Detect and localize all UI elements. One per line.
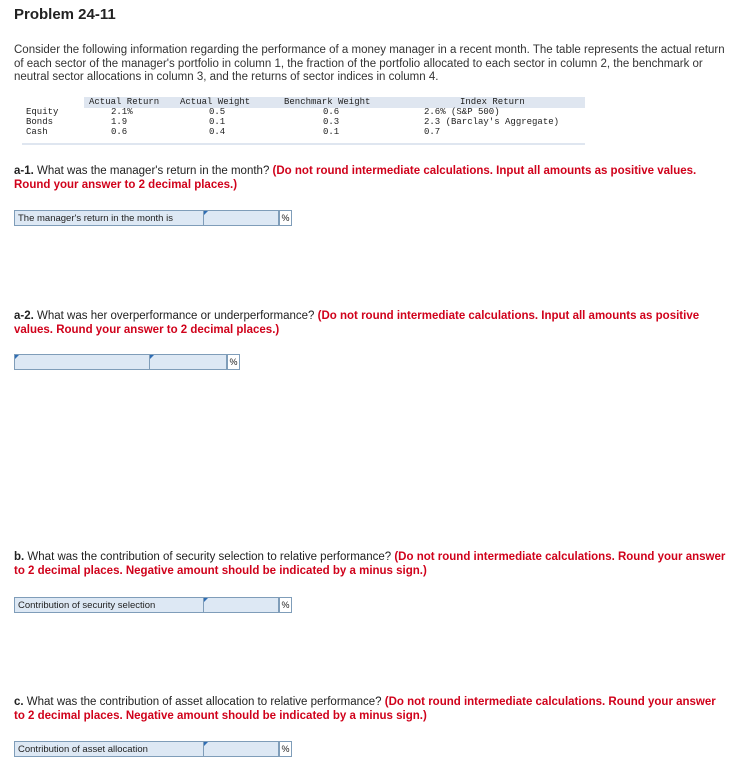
table-bottom-rule [22, 143, 585, 145]
problem-title: Problem 24-11 [14, 6, 116, 23]
header-actual-weight: Actual Weight [180, 97, 251, 107]
question-a1-label: a-1. [14, 165, 34, 177]
question-c-label: c. [14, 696, 24, 708]
question-c-instruction: (Do not round intermediate calculations. Round your answer to 2 decimal places. Negative amount should be indicated by a minus sign.) [14, 696, 716, 722]
cash-actual-return: 0.6 [111, 127, 128, 137]
row-name-equity: Equity [26, 107, 59, 117]
answer-b-unit: % [279, 597, 292, 613]
question-b-label: b. [14, 551, 25, 563]
question-a2-label: a-2. [14, 310, 34, 322]
question-b-text: What was the contribution of security selection to relative performance? [24, 551, 395, 563]
equity-actual-return: 2.1% [111, 107, 133, 117]
answer-a1-unit: % [279, 210, 292, 226]
answer-a2-dropdown[interactable] [14, 354, 150, 370]
header-benchmark-weight: Benchmark Weight [284, 97, 371, 107]
answer-a2-input[interactable] [149, 354, 227, 370]
answer-c-input[interactable] [203, 741, 279, 757]
row-name-bonds: Bonds [26, 117, 54, 127]
cash-index-return: 0.7 [424, 127, 441, 137]
question-c [14, 695, 729, 723]
question-b-instruction: (Do not round intermediate calculations. Round your answer to 2 decimal places. Negative amount should be indicated by a minus sign.) [14, 551, 726, 577]
cash-benchmark-weight: 0.1 [323, 127, 340, 137]
answer-a2-unit: % [227, 354, 240, 370]
bonds-index-return: 2.3 (Barclay's Aggregate) [424, 117, 560, 127]
question-a2 [14, 309, 729, 337]
bonds-benchmark-weight: 0.3 [323, 117, 340, 127]
question-a1-instruction: (Do not round intermediate calculations. Input all amounts as positive values. Round your answer to 2 decimal places.) [14, 165, 697, 191]
bonds-actual-weight: 0.1 [209, 117, 226, 127]
row-name-cash: Cash [26, 127, 48, 137]
data-table [22, 97, 585, 139]
equity-actual-weight: 0.5 [209, 107, 226, 117]
question-c-text: What was the contribution of asset allocation to relative performance? [23, 696, 385, 708]
question-a1 [14, 164, 729, 192]
answer-b-label: Contribution of security selection [14, 597, 204, 613]
equity-benchmark-weight: 0.6 [323, 107, 340, 117]
question-a2-text: What was her overperformance or underperformance? [33, 310, 318, 322]
question-b [14, 550, 729, 578]
problem-intro: Consider the following information regarding the performance of a money manager in a recent month. The table represents the actual return of each sector of the manager's portfolio in column 1, the fraction of the portfolio allocated to each sector in column 2, the benchmark or neutral sector allocations in column 3, and the returns of sector indices in column 4. [14, 44, 725, 83]
question-a2-instruction: (Do not round intermediate calculations. Input all amounts as positive values. Round your answer to 2 decimal places.) [14, 310, 700, 336]
answer-c-label: Contribution of asset allocation [14, 741, 204, 757]
answer-a1-input[interactable] [203, 210, 279, 226]
cash-actual-weight: 0.4 [209, 127, 226, 137]
header-actual-return: Actual Return [89, 97, 160, 107]
question-a1-text: What was the manager's return in the month? [33, 165, 273, 177]
answer-c-unit: % [279, 741, 292, 757]
equity-index-return: 2.6% (S&P 500) [424, 107, 500, 117]
header-index-return: Index Return [460, 97, 525, 107]
answer-a1-label: The manager's return in the month is [14, 210, 204, 226]
answer-b-input[interactable] [203, 597, 279, 613]
bonds-actual-return: 1.9 [111, 117, 128, 127]
